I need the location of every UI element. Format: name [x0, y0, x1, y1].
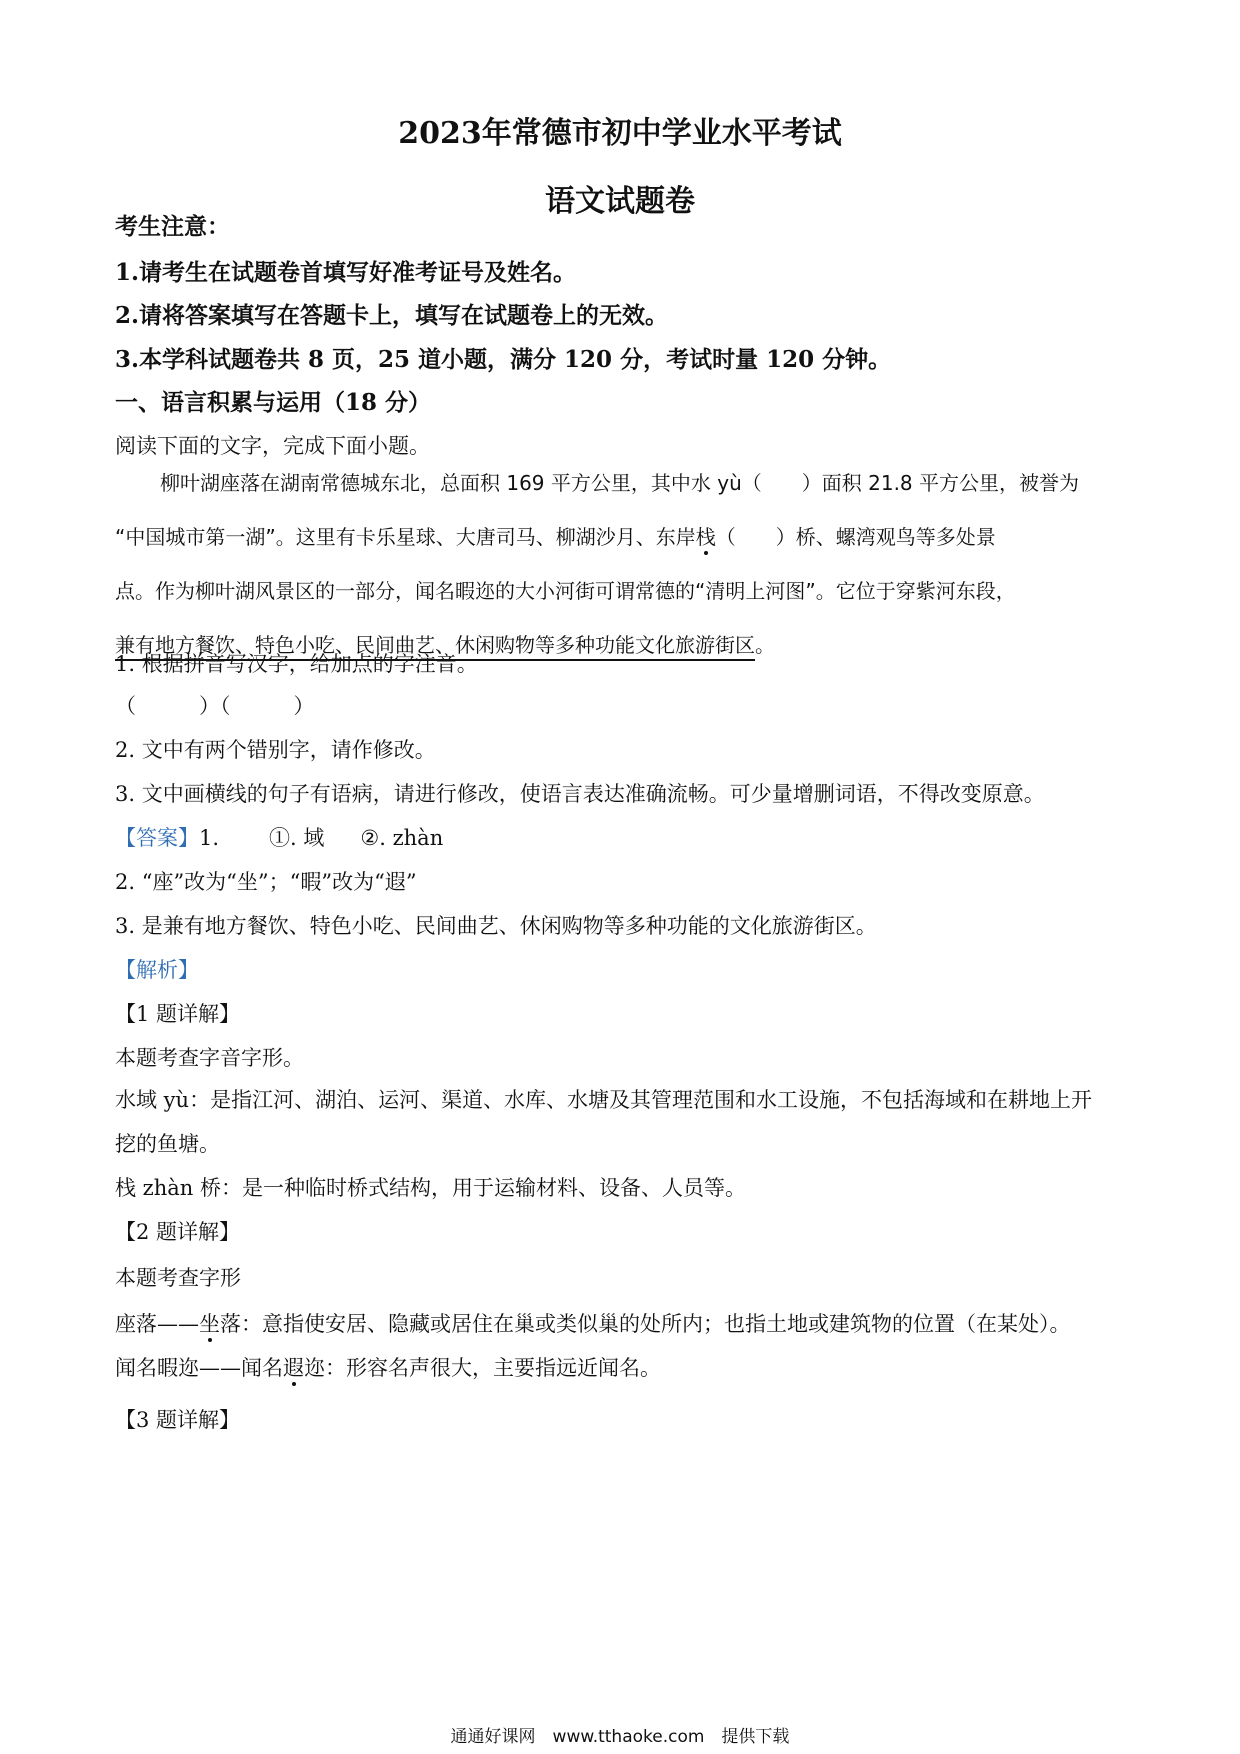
answer-1-part-1: ①. 域 [269, 826, 325, 850]
question-2: 2. 文中有两个错别字，请作修改。 [115, 738, 436, 762]
passage-line-2 [115, 510, 1135, 564]
passage-line-2-text-end: （ ）桥、螺湾观鸟等多处景 [715, 525, 996, 549]
answer-label: 【答案】 [115, 826, 199, 850]
answer-line-1 [115, 822, 1135, 852]
notice-heading: 考生注意： [115, 213, 230, 240]
answer-2: 2. “座”改为“坐”；“暇”改为“遐” [115, 870, 417, 894]
notice-item-1: 1.请考生在试题卷首填写好准考证号及姓名。 [115, 259, 577, 286]
question-1-blanks: （ ）（ ） [115, 694, 315, 718]
notice-item-2: 2.请将答案填写在答题卡上，填写在试题卷上的无效。 [115, 302, 669, 329]
detail-2-line-3 [115, 1352, 1135, 1382]
detail-1-line-3: 挖的鱼塘。 [115, 1132, 220, 1156]
answer-1-part-2: ②. zhàn [360, 826, 444, 850]
detail-1-line-2: 水域 yù：是指江河、湖泊、运河、渠道、水库、水塘及其管理范围和水工设施，不包括海域和在耕地上开 [115, 1088, 1093, 1112]
detail-1-line-4: 栈 zhàn 桥：是一种临时桥式结构，用于运输材料、设备、人员等。 [115, 1176, 746, 1200]
answer-1-number: 1. [199, 826, 220, 850]
exam-title: 2023年常德市初中学业水平考试 [398, 116, 842, 151]
detail-2-line-2 [115, 1308, 1135, 1338]
detail-1-line-1: 本题考查字音字形。 [115, 1046, 304, 1070]
detail-2-line-3-end: 迩：形容名声很大，主要指远近闻名。 [304, 1356, 661, 1380]
dotted-char-zhan: 栈 [695, 525, 716, 549]
dotted-char-zuo: 坐 [199, 1312, 220, 1336]
section-1-intro: 阅读下面的文字，完成下面小题。 [115, 434, 430, 458]
underlined-sentence: 兼有地方餐饮、特色小吃、民间曲艺、休闲购物等多种功能文化旅游街区 [115, 633, 755, 661]
section-1-heading: 一、语言积累与运用（18 分） [115, 389, 432, 416]
passage-line-1: 柳叶湖座落在湖南常德城东北，总面积 169 平方公里，其中水 yù（ ）面积 21.8 平方公里，被誉为 [160, 471, 1080, 495]
detail-2-line-2-end: 落：意指使安居、隐藏或居住在巢或类似巢的处所内；也指土地或建筑物的位置（在某处）。 [220, 1312, 1071, 1336]
question-1: 1. 根据拼音写汉字，给加点的字注音。 [115, 652, 478, 676]
notice-item-3: 3.本学科试题卷共 8 页，25 道小题，满分 120 分，考试时量 120 分钟。 [115, 346, 892, 373]
passage-line-2-text: “中国城市第一湖”。这里有卡乐星球、大唐司马、柳湖沙月、东岸 [115, 525, 696, 549]
exam-subtitle: 语文试题卷 [545, 184, 695, 219]
analysis-label: 【解析】 [115, 958, 199, 982]
detail-2-heading: 【2 题详解】 [115, 1220, 241, 1244]
detail-2-line-3-start: 闻名暇迩——闻名 [115, 1356, 283, 1380]
dotted-char-xia: 遐 [283, 1356, 304, 1380]
footer-watermark: 通通好课网 www.tthaoke.com 提供下载 [450, 1727, 790, 1747]
reading-passage [115, 456, 1135, 672]
answer-3: 3. 是兼有地方餐饮、特色小吃、民间曲艺、休闲购物等多种功能的文化旅游街区。 [115, 914, 877, 938]
detail-3-heading: 【3 题详解】 [115, 1408, 241, 1432]
passage-line-3: 点。作为柳叶湖风景区的一部分，闻名暇迩的大小河街可谓常德的“清明上河图”。它位于穿紫河东段， [115, 579, 1016, 603]
detail-2-line-2-start: 座落—— [115, 1312, 199, 1336]
passage-line-4-end: 。 [755, 633, 775, 657]
detail-1-heading: 【1 题详解】 [115, 1002, 241, 1026]
detail-2-line-1: 本题考查字形 [115, 1266, 241, 1290]
question-3: 3. 文中画横线的句子有语病，请进行修改，使语言表达准确流畅。可少量增删词语，不得改变原意。 [115, 782, 1045, 806]
